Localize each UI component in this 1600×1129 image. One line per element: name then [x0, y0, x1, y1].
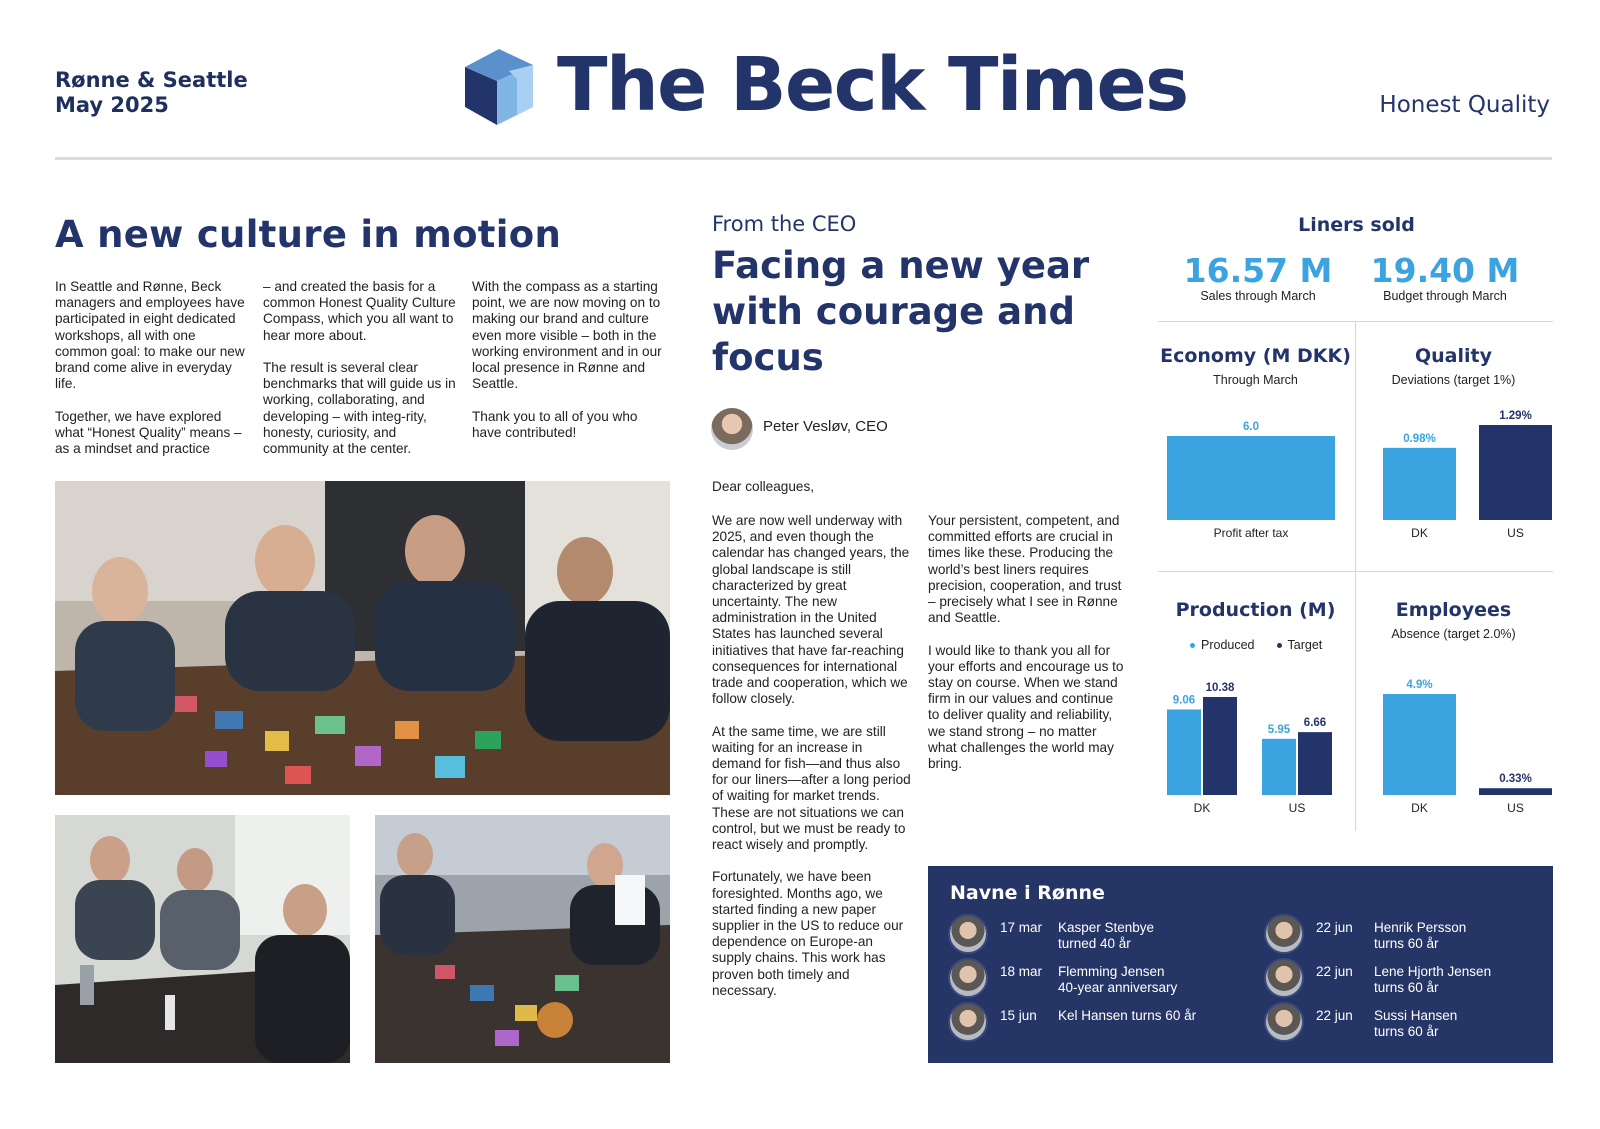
person-date: 18 mar — [1000, 964, 1043, 979]
names-panel — [928, 866, 1553, 1063]
workshop-photo-right — [375, 815, 670, 1063]
production-title: Production (M) — [1175, 599, 1336, 621]
person-item — [948, 914, 1248, 954]
person-date: 22 jun — [1316, 1008, 1353, 1023]
ceo-headline: Facing a new year with courage and focus — [712, 244, 1090, 379]
bar-us — [1479, 788, 1552, 795]
data-label: 9.06 — [1172, 694, 1196, 707]
person-item — [948, 1002, 1248, 1042]
data-label: 6.0 — [1243, 421, 1259, 433]
economy-subtitle: Through March — [1213, 373, 1298, 387]
location-dateline — [55, 68, 248, 118]
brand-title: The Beck Times — [557, 42, 1188, 128]
ceo-kicker: From the CEO — [712, 212, 857, 236]
employees-chart — [1370, 670, 1555, 815]
bar-dk — [1383, 694, 1456, 795]
culture-column-2: – and created the basis for a common Honest Quality Culture Compass, which you all want to hear more about. The result is several clear benchmarks that will guide us in working, collaborating, and developing – with integ-rity, honesty, curiosity, and community at the center. — [263, 279, 456, 457]
employees-subtitle: Absence (target 2.0%) — [1391, 627, 1516, 641]
ceo-greeting: Dear colleagues, — [712, 479, 815, 494]
legend-produced — [1190, 638, 1255, 652]
data-label: 5.95 — [1267, 723, 1291, 736]
person-avatar — [948, 1002, 988, 1042]
quality-subtitle: Deviations (target 1%) — [1391, 373, 1516, 387]
legend-target — [1277, 638, 1323, 652]
quality-chart — [1370, 400, 1555, 545]
culture-headline: A new culture in motion — [55, 213, 562, 256]
bar-us — [1479, 425, 1552, 520]
person-avatar — [1264, 914, 1304, 954]
ceo-byline: Peter Vesløv, CEO — [763, 418, 888, 435]
quality-title: Quality — [1415, 345, 1492, 367]
person-note: Sussi Hansen turns 60 år — [1374, 1008, 1458, 1039]
legend-produced-label: Produced — [1201, 638, 1255, 652]
legend-target-label: Target — [1287, 638, 1323, 652]
ceo-column-1: We are now well underway with 2025, and even though the calendar has changed years, the global landscape is still characterized by great uncertainty. The new administration in the United States has launched several initiatives that have far-reaching consequences for international trade and cooperation, which we follow closely. At the same time, we are still waiting for an increase in demand for fish—and thus also for our liners—after a long period of waiting for market trends. These are not situations we can control, but we must be ready to react wisely and promptly. Fortunately, we have been foresighted. Months ago, we started finding a new paper supplier in the US to reduce our dependence on Europe-an supply chains. This work has proven both timely and necessary. — [712, 513, 911, 998]
stats-divider-vertical — [1355, 321, 1356, 831]
category-label: DK — [1411, 801, 1428, 815]
ceo-avatar — [711, 408, 753, 450]
economy-chart — [1160, 410, 1350, 545]
tagline: Honest Quality — [1379, 92, 1550, 118]
names-title: Navne i Rønne — [950, 882, 1105, 904]
person-date: 22 jun — [1316, 964, 1353, 979]
person-note: Flemming Jensen 40-year anniversary — [1058, 964, 1178, 995]
bar-target-us — [1298, 732, 1332, 795]
person-note: Kel Hansen turns 60 år — [1058, 1008, 1197, 1023]
person-date: 17 mar — [1000, 920, 1043, 935]
bar-produced-dk — [1167, 709, 1201, 795]
person-date: 22 jun — [1316, 920, 1353, 935]
category-label: DK — [1193, 801, 1211, 815]
category-label: Profit after tax — [1213, 526, 1289, 540]
data-label: 10.38 — [1205, 682, 1235, 694]
person-item — [1264, 1002, 1564, 1042]
workshop-photo-main — [55, 481, 670, 795]
person-item — [1264, 914, 1564, 954]
culture-column-1: In Seattle and Rønne, Beck managers and employees have participated in eight dedicated workshops, all with one common goal: to make our new brand come alive in everyday life. Together, we have explored what “Honest Quality” means – as a mindset and practice — [55, 279, 245, 457]
sales-value: 16.57 M — [1183, 251, 1333, 290]
sales-label: Sales through March — [1200, 289, 1316, 303]
category-label: DK — [1411, 526, 1428, 540]
production-legend — [1190, 638, 1322, 652]
bar-profit-after-tax — [1167, 436, 1335, 520]
data-label: 0.98% — [1403, 432, 1436, 445]
location: Rønne & Seattle — [55, 68, 248, 92]
workshop-photo-left — [55, 815, 350, 1063]
issue-date: May 2025 — [55, 93, 169, 117]
economy-title: Economy (M DKK) — [1160, 345, 1351, 367]
person-avatar — [948, 958, 988, 998]
culture-column-3: With the compass as a starting point, we are now moving on to making our brand and culture even more visible – both in the working environment and in our local presence in Rønne and Seattle. Thank you to all of you who have contributed! — [472, 279, 662, 440]
bar-target-dk — [1203, 697, 1237, 795]
category-label: US — [1507, 526, 1524, 540]
data-label: 6.66 — [1303, 717, 1327, 730]
produced-dot-icon — [1190, 643, 1195, 648]
data-label: 1.29% — [1499, 410, 1532, 422]
budget-label: Budget through March — [1383, 289, 1507, 303]
header-divider — [55, 157, 1552, 160]
person-avatar — [1264, 958, 1304, 998]
bar-dk — [1383, 448, 1456, 520]
ceo-column-2: Your persistent, competent, and committed efforts are crucial in times like these. Producing the world’s best liners requires precision, cooperation, and trust – precisely what I see in Rønne and Seattle. I would like to thank you all for your efforts and encourage us to stay on course. When we stand firm in our values and continue to deliver quality and reliability, we stand strong – no matter what challenges the world may bring. — [928, 513, 1124, 772]
budget-value: 19.40 M — [1370, 251, 1520, 290]
person-avatar — [1264, 1002, 1304, 1042]
person-avatar — [948, 914, 988, 954]
person-item — [948, 958, 1248, 998]
person-note: Henrik Persson turns 60 år — [1374, 920, 1467, 951]
person-note: Kasper Stenbye turned 40 år — [1058, 920, 1155, 951]
masthead — [465, 42, 1188, 128]
bar-produced-us — [1262, 739, 1296, 795]
employees-title: Employees — [1395, 599, 1512, 621]
person-date: 15 jun — [1000, 1008, 1037, 1023]
target-dot-icon — [1277, 643, 1282, 648]
category-label: US — [1288, 801, 1306, 815]
cube-logo-icon — [465, 45, 535, 125]
production-chart — [1160, 670, 1350, 815]
category-label: US — [1507, 801, 1524, 815]
liners-sold-title: Liners sold — [1298, 214, 1415, 236]
person-note: Lene Hjorth Jensen turns 60 år — [1374, 964, 1492, 995]
person-item — [1264, 958, 1564, 998]
data-label: 4.9% — [1406, 679, 1433, 691]
data-label: 0.33% — [1499, 773, 1532, 786]
